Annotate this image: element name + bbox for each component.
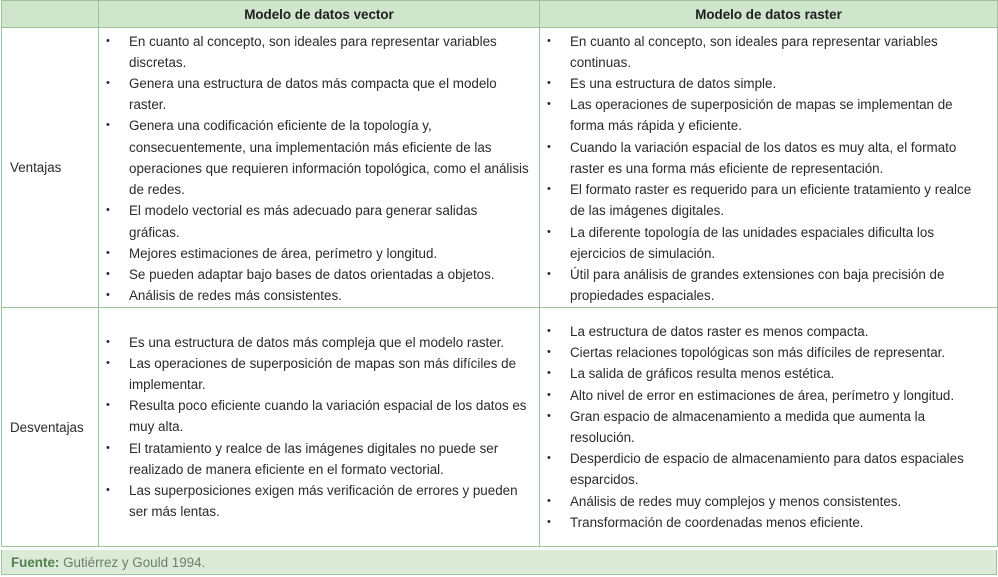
header-corner xyxy=(2,1,99,28)
list-item: • La salida de gráficos resulta menos estética. xyxy=(540,363,997,384)
bullet-list xyxy=(99,29,539,307)
header-vector: Modelo de datos vector xyxy=(99,1,540,28)
raster-ventajas-cell xyxy=(540,28,998,308)
raster-desventajas-cell xyxy=(540,308,998,547)
list-item: • Se pueden adaptar bajo bases de datos orientadas a objetos. xyxy=(99,264,539,285)
list-item: • Genera una estructura de datos más compacta que el modelo raster. xyxy=(99,73,539,115)
list-item: • Gran espacio de almacenamiento a medida que aumenta la resolución. xyxy=(540,406,997,448)
list-item: • Análisis de redes más consistentes. xyxy=(99,285,539,306)
list-item: • Resulta poco eficiente cuando la variación espacial de los datos es muy alta. xyxy=(99,395,539,437)
list-item: • Las operaciones de superposición de mapas se implementan de forma más rápida y eficiente. xyxy=(540,94,997,136)
header-row xyxy=(2,1,998,28)
list-item: • En cuanto al concepto, son ideales para representar variables continuas. xyxy=(540,31,997,73)
list-item: • En cuanto al concepto, son ideales para representar variables discretas. xyxy=(99,31,539,73)
list-item: • Cuando la variación espacial de los datos es muy alta, el formato raster es una forma más eficiente de representación. xyxy=(540,137,997,179)
table-row-ventajas xyxy=(2,28,998,308)
list-item: • Útil para análisis de grandes extensiones con baja precisión de propiedades espaciales. xyxy=(540,264,997,306)
list-item: • El modelo vectorial es más adecuado para generar salidas gráficas. xyxy=(99,200,539,242)
comparison-table xyxy=(1,0,998,547)
row-label: Ventajas xyxy=(2,28,99,308)
source-text: Gutiérrez y Gould 1994. xyxy=(63,555,206,570)
list-item: • Es una estructura de datos simple. xyxy=(540,73,997,94)
list-item: • Desperdicio de espacio de almacenamiento para datos espaciales esparcidos. xyxy=(540,448,997,490)
list-item: • Mejores estimaciones de área, perímetro y longitud. xyxy=(99,243,539,264)
list-item: • Ciertas relaciones topológicas son más difíciles de representar. xyxy=(540,342,997,363)
vector-desventajas-cell xyxy=(99,308,540,547)
list-item: • Las superposiciones exigen más verificación de errores y pueden ser más lentas. xyxy=(99,480,539,522)
list-item: • Transformación de coordenadas menos eficiente. xyxy=(540,512,997,533)
list-item: • La estructura de datos raster es menos compacta. xyxy=(540,321,997,342)
list-item: • Es una estructura de datos más compleja que el modelo raster. xyxy=(99,332,539,353)
list-item: • El formato raster es requerido para un eficiente tratamiento y realce de las imágenes digitales. xyxy=(540,179,997,221)
source-footer xyxy=(1,550,997,575)
row-label: Desventajas xyxy=(2,308,99,547)
bullet-list xyxy=(540,321,997,533)
list-item: • Alto nivel de error en estimaciones de área, perímetro y longitud. xyxy=(540,385,997,406)
list-item: • Las operaciones de superposición de mapas son más difíciles de implementar. xyxy=(99,353,539,395)
table-row-desventajas xyxy=(2,308,998,547)
list-item: • El tratamiento y realce de las imágenes digitales no puede ser realizado de manera eficiente en el formato vectorial. xyxy=(99,438,539,480)
list-item: • Análisis de redes muy complejos y menos consistentes. xyxy=(540,491,997,512)
source-label: Fuente: xyxy=(11,555,60,570)
vector-ventajas-cell xyxy=(99,28,540,308)
bullet-list xyxy=(540,29,997,307)
list-item: • La diferente topología de las unidades espaciales dificulta los ejercicios de simulación. xyxy=(540,222,997,264)
list-item: • Genera una codificación eficiente de la topología y, consecuentemente, una implementación más eficiente de las operaciones que requieren información topológica, como el análisis de redes. xyxy=(99,115,539,200)
header-raster: Modelo de datos raster xyxy=(540,1,998,28)
bullet-list xyxy=(99,332,539,523)
